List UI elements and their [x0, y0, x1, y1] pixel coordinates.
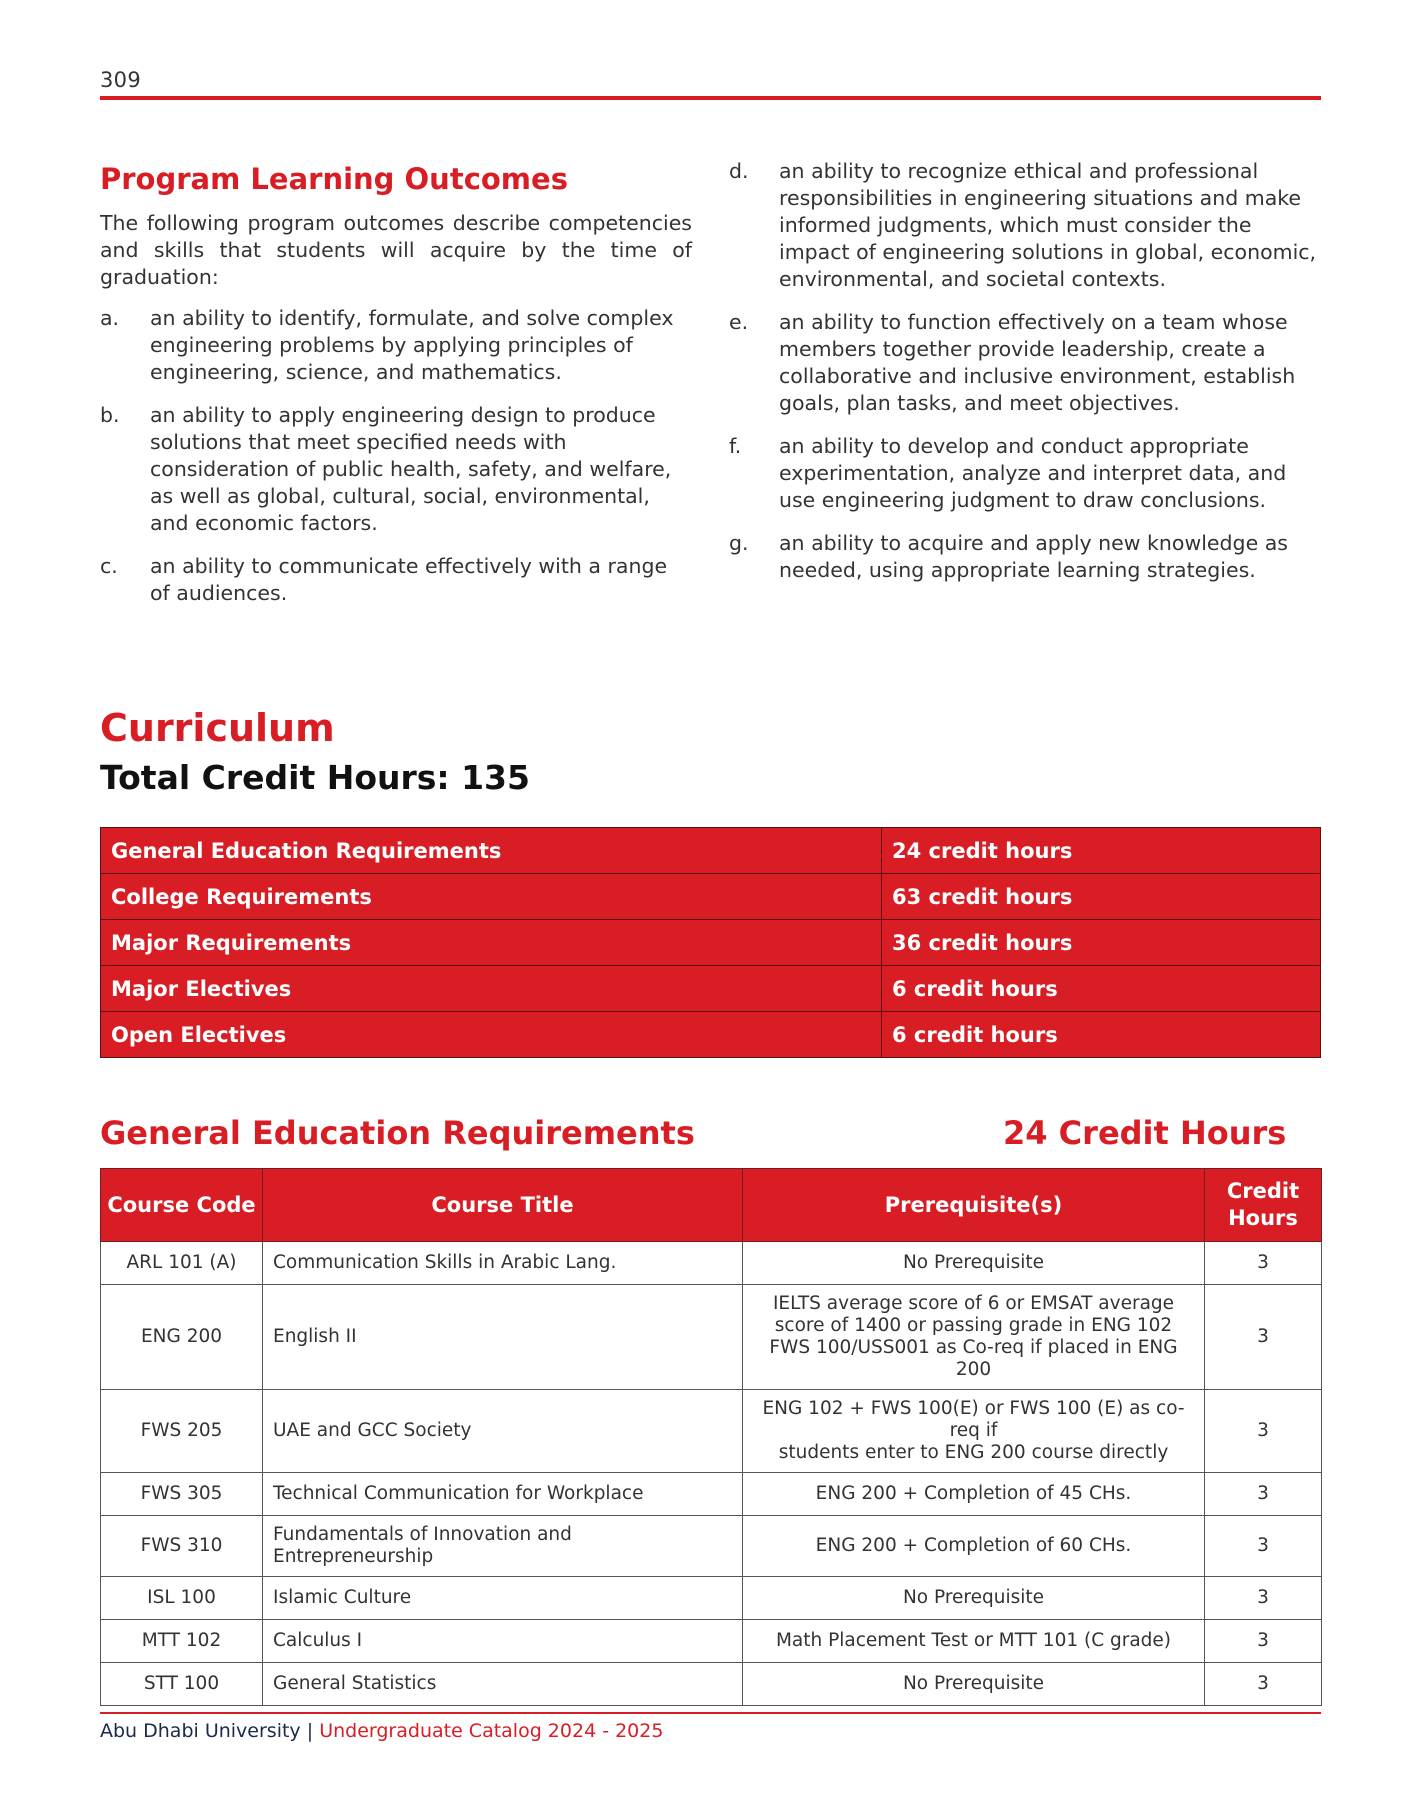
course-credits: 3: [1205, 1473, 1322, 1516]
outcome-item-b: [100, 402, 692, 537]
outcome-text: an ability to identify, formulate, and solve complex engineering problems by applying principles of engineering, science, and mathematics.: [150, 306, 674, 384]
summary-category: Open Electives: [101, 1012, 882, 1058]
column-header-prerequisites: Prerequisite(s): [743, 1169, 1205, 1242]
table-row: [101, 1577, 1322, 1620]
outcome-item-d: [729, 158, 1321, 293]
learning-outcomes-title: Program Learning Outcomes: [100, 162, 568, 196]
summary-hours: 63 credit hours: [882, 874, 1321, 920]
table-row: [101, 1663, 1322, 1706]
outcome-item-e: [729, 309, 1321, 417]
course-prerequisite: [743, 1285, 1205, 1390]
course-code: FWS 310: [101, 1516, 263, 1577]
table-row: [101, 1516, 1322, 1577]
course-title: Technical Communication for Workplace: [263, 1473, 743, 1516]
course-title: Fundamentals of Innovation and Entrepreneurship: [263, 1516, 743, 1577]
course-prerequisite: [743, 1242, 1205, 1285]
course-credits: 3: [1205, 1620, 1322, 1663]
course-code: ENG 200: [101, 1285, 263, 1390]
footer-university: Abu Dhabi University: [100, 1720, 301, 1742]
course-prerequisite: [743, 1577, 1205, 1620]
course-code: STT 100: [101, 1663, 263, 1706]
course-prerequisite: [743, 1390, 1205, 1473]
outcome-text: an ability to function effectively on a team whose members together provide leadership, create a collaborative and inclusive environment, establish goals, plan tasks, and meet objectives.: [779, 310, 1296, 415]
outcome-item-g: [729, 530, 1321, 584]
summary-category: Major Requirements: [101, 920, 882, 966]
prereq-line: Math Placement Test or MTT 101 (C grade): [775, 1630, 1172, 1651]
course-title: Islamic Culture: [263, 1577, 743, 1620]
prereq-line: ENG 200 + Completion of 60 CHs.: [815, 1535, 1132, 1556]
prereq-line: ENG 200 + Completion of 45 CHs.: [815, 1483, 1132, 1504]
course-code: MTT 102: [101, 1620, 263, 1663]
summary-hours: 6 credit hours: [882, 966, 1321, 1012]
footer-divider: [100, 1712, 1321, 1714]
summary-category: General Education Requirements: [101, 828, 882, 874]
summary-hours: 36 credit hours: [882, 920, 1321, 966]
course-code: FWS 305: [101, 1473, 263, 1516]
table-row: [101, 1390, 1322, 1473]
course-credits: 3: [1205, 1242, 1322, 1285]
prereq-line: ENG 102 + FWS 100(E) or FWS 100 (E) as co-req if: [762, 1398, 1185, 1441]
outcome-letter: c.: [100, 554, 118, 578]
column-header-course-title: Course Title: [263, 1169, 743, 1242]
course-credits: 3: [1205, 1663, 1322, 1706]
course-prerequisite: [743, 1663, 1205, 1706]
table-row: [101, 1012, 1321, 1058]
table-row: [101, 828, 1321, 874]
column-header-course-code: Course Code: [101, 1169, 263, 1242]
outcome-text: an ability to develop and conduct appropriate experimentation, analyze and interpret data, and use engineering judgment to draw conclusions.: [779, 434, 1287, 512]
general-education-course-table: [100, 1168, 1322, 1706]
summary-hours: 6 credit hours: [882, 1012, 1321, 1058]
course-code: FWS 205: [101, 1390, 263, 1473]
credit-header-line: Hours: [1228, 1206, 1298, 1230]
outcome-letter: g.: [729, 531, 749, 555]
credit-summary-table: [100, 827, 1321, 1058]
summary-category: College Requirements: [101, 874, 882, 920]
curriculum-title: Curriculum: [100, 706, 335, 750]
learning-outcomes-right-column: [729, 158, 1321, 600]
outcome-item-a: [100, 305, 692, 386]
general-education-title: General Education Requirements: [100, 1114, 695, 1152]
outcome-letter: f.: [729, 434, 742, 458]
course-title: Calculus I: [263, 1620, 743, 1663]
prereq-line: No Prerequisite: [902, 1587, 1045, 1608]
table-header-row: [101, 1169, 1322, 1242]
total-credit-hours: Total Credit Hours: 135: [100, 758, 530, 797]
course-title: English II: [263, 1285, 743, 1390]
table-row: [101, 874, 1321, 920]
course-code: ISL 100: [101, 1577, 263, 1620]
outcome-text: an ability to acquire and apply new knowledge as needed, using appropriate learning strategies.: [779, 531, 1288, 582]
outcome-letter: d.: [729, 159, 749, 183]
table-row: [101, 1620, 1322, 1663]
course-code: ARL 101 (A): [101, 1242, 263, 1285]
column-header-credit-hours: [1205, 1169, 1322, 1242]
credit-header-line: Credit: [1226, 1179, 1300, 1203]
table-row: [101, 1242, 1322, 1285]
course-credits: 3: [1205, 1516, 1322, 1577]
general-education-credit-hours: 24 Credit Hours: [1003, 1114, 1287, 1152]
learning-outcomes-left-column: [100, 158, 692, 623]
course-title: Communication Skills in Arabic Lang.: [263, 1242, 743, 1285]
table-row: [101, 1473, 1322, 1516]
prereq-line: No Prerequisite: [902, 1252, 1045, 1273]
outcome-text: an ability to apply engineering design to produce solutions that meet specified needs with consideration of public health, safety, and welfare, as well as global, cultural, social, environmental, and economic factors.: [150, 403, 672, 535]
header-divider: [100, 96, 1321, 100]
course-credits: 3: [1205, 1390, 1322, 1473]
outcome-letter: e.: [729, 310, 749, 334]
prereq-line: IELTS average score of 6 or EMSAT average: [772, 1293, 1175, 1314]
prereq-line: No Prerequisite: [902, 1673, 1045, 1694]
outcome-letter: b.: [100, 403, 120, 427]
outcome-text: an ability to recognize ethical and professional responsibilities in engineering situations and make informed judgments, which must consider the impact of engineering solutions in global, economic, environmental, and societal contexts.: [779, 159, 1317, 291]
footer-catalog-title: Undergraduate Catalog 2024 - 2025: [319, 1720, 664, 1742]
outcome-item-f: [729, 433, 1321, 514]
course-credits: 3: [1205, 1285, 1322, 1390]
course-prerequisite: [743, 1473, 1205, 1516]
course-title: UAE and GCC Society: [263, 1390, 743, 1473]
page-footer: [100, 1720, 663, 1742]
prereq-line: students enter to ENG 200 course directly: [778, 1442, 1169, 1463]
outcome-item-c: [100, 553, 692, 607]
summary-hours: 24 credit hours: [882, 828, 1321, 874]
prereq-line: FWS 100/USS001 as Co-req if placed in ENG 200: [769, 1337, 1178, 1380]
course-credits: 3: [1205, 1577, 1322, 1620]
footer-separator: |: [306, 1720, 314, 1742]
page-number: 309: [100, 68, 141, 92]
table-row: [101, 1285, 1322, 1390]
course-title: General Statistics: [263, 1663, 743, 1706]
learning-outcomes-intro: The following program outcomes describe competencies and skills that students will acquire by the time of graduation:: [100, 211, 692, 289]
outcome-text: an ability to communicate effectively with a range of audiences.: [150, 554, 668, 605]
outcome-letter: a.: [100, 306, 120, 330]
table-row: [101, 920, 1321, 966]
course-prerequisite: [743, 1516, 1205, 1577]
prereq-line: score of 1400 or passing grade in ENG 102: [774, 1315, 1173, 1336]
table-row: [101, 966, 1321, 1012]
summary-category: Major Electives: [101, 966, 882, 1012]
course-prerequisite: [743, 1620, 1205, 1663]
